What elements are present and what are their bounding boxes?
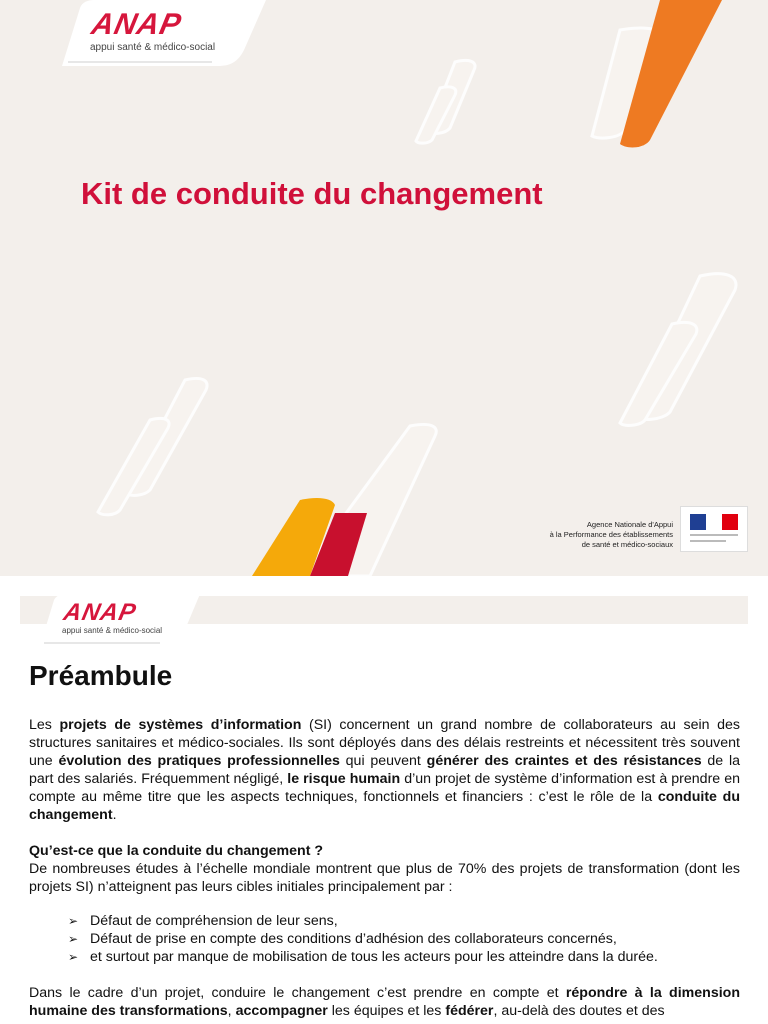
republique-francaise-logo xyxy=(680,506,748,552)
text-run: de la part des salariés. Fréquemment négligé, xyxy=(29,753,740,787)
text-run: Dans le cadre d’un projet, conduire le changement c’est prendre en compte et xyxy=(29,985,566,1001)
anap-logo xyxy=(62,0,266,66)
agency-line: à la Performance des établissements xyxy=(549,530,673,539)
logo-tagline: appui santé & médico-social xyxy=(62,626,163,635)
bold-text-run: répondre à la dimension humaine des transformations xyxy=(29,985,740,1019)
text-run: d’un projet de système d’information est à prendre en compte au même titre que les aspects techniques, fonctionnels et financiers : c’est le rôle de la xyxy=(29,771,740,805)
arrow-bullet-icon: ➢ xyxy=(68,932,79,946)
logo-tagline: appui santé & médico-social xyxy=(90,42,216,53)
logo-wordmark: ANAP xyxy=(88,8,185,41)
text-run: , au-delà des doutes et des xyxy=(493,1003,665,1019)
text-run: , xyxy=(227,1003,236,1019)
list-item: ➢ Défaut de prise en compte des conditions d’adhésion des collaborateurs concernés, xyxy=(68,931,617,947)
bold-text-run: conduite du changement xyxy=(29,789,740,823)
bold-text-run: le risque humain xyxy=(287,771,401,787)
text-run: qui peuvent xyxy=(339,753,427,769)
bold-text-run: évolution des pratiques professionnelles xyxy=(58,753,340,769)
bold-text-run: accompagner xyxy=(235,1003,328,1019)
cover-title: Kit de conduite du changement xyxy=(81,176,543,211)
logo-wordmark: ANAP xyxy=(61,599,139,626)
bold-text-run: projets de systèmes d’information xyxy=(59,717,302,733)
text-run: les équipes et les xyxy=(327,1003,446,1019)
list-item: ➢ Défaut de compréhension de leur sens, xyxy=(68,913,338,929)
arrow-bullet-icon: ➢ xyxy=(68,950,79,964)
intro-paragraph xyxy=(29,716,740,824)
anap-logo xyxy=(40,594,200,646)
text-run: (SI) concernent un grand nombre de collaborateurs au sein des structures sanitaires et médico-sociales. Ils sont déployés dans des délais restreints et nécessitent très souvent une xyxy=(29,717,741,769)
arrow-bullet-icon: ➢ xyxy=(68,914,79,928)
bold-text-run: générer des craintes et des résistances xyxy=(426,753,702,769)
agency-line: de santé et médico-sociaux xyxy=(581,540,673,549)
french-flag-icon xyxy=(690,514,738,530)
question-text: De nombreuses études à l’échelle mondiale montrent que plus de 70% des projets de transformation (dont les projets SI) n’atteignent pas leurs cibles initiales principalement par : xyxy=(29,861,740,895)
list-item: ➢ et surtout par manque de mobilisation de tous les acteurs pour les atteindre dans la durée. xyxy=(68,949,658,965)
document-page xyxy=(0,576,768,1024)
document-body xyxy=(29,656,740,1020)
question-title: Qu’est-ce que la conduite du changement ? xyxy=(29,843,324,859)
section-heading: Préambule xyxy=(29,660,173,691)
text-run: . xyxy=(112,807,117,823)
closing-paragraph xyxy=(29,984,740,1020)
bullet-list xyxy=(29,912,740,966)
agency-line: Agence Nationale d'Appui xyxy=(586,520,673,529)
agency-name xyxy=(453,520,673,550)
text-run: Les xyxy=(29,717,60,733)
bold-text-run: fédérer xyxy=(445,1003,494,1019)
